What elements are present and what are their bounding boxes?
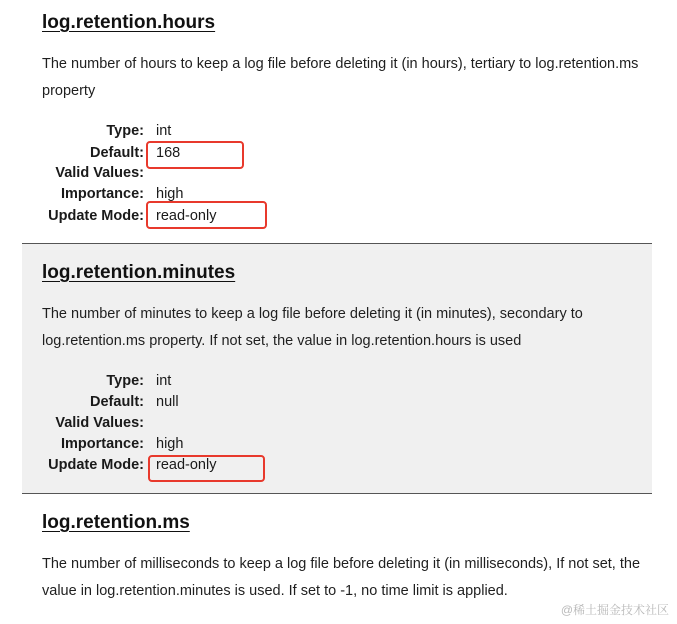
property-type bbox=[22, 371, 422, 392]
property-label: Valid Values: bbox=[55, 165, 144, 181]
property-value: read-only bbox=[156, 208, 217, 224]
property-label: Valid Values: bbox=[55, 415, 144, 431]
property-label: Update Mode: bbox=[48, 208, 144, 224]
property-value: high bbox=[156, 436, 184, 452]
property-type bbox=[22, 121, 422, 142]
property-value: int bbox=[156, 123, 172, 139]
section-title[interactable]: log.retention.ms bbox=[42, 512, 190, 533]
property-value: high bbox=[156, 186, 184, 202]
section-title[interactable]: log.retention.minutes bbox=[42, 262, 236, 283]
watermark: @稀土掘金技术社区 bbox=[560, 603, 669, 617]
property-importance bbox=[22, 434, 422, 455]
property-label: Default: bbox=[90, 394, 144, 410]
config-section-log-retention-hours bbox=[22, 0, 652, 243]
property-label: Type: bbox=[106, 373, 144, 389]
section-title[interactable]: log.retention.hours bbox=[42, 12, 216, 33]
property-valid-values bbox=[22, 413, 422, 434]
highlight-box-update-mode bbox=[146, 201, 267, 229]
property-label: Type: bbox=[106, 123, 144, 139]
section-description: The number of minutes to keep a log file before deleting it (in minutes), secondary to log.retention.ms property. If not set, the value in log.retention.hours is used bbox=[42, 306, 583, 349]
property-label: Default: bbox=[90, 145, 144, 161]
property-label: Update Mode: bbox=[48, 457, 144, 473]
property-default bbox=[22, 392, 422, 413]
property-value: read-only bbox=[156, 457, 217, 473]
config-section-log-retention-minutes bbox=[22, 244, 652, 493]
property-value: int bbox=[156, 373, 172, 389]
highlight-box-default-value bbox=[146, 141, 244, 169]
highlight-box-update-mode bbox=[148, 455, 265, 482]
property-label: Importance: bbox=[61, 186, 144, 202]
section-description: The number of milliseconds to keep a log file before deleting it (in milliseconds), If not set, the value in log.retention.minutes is used. If set to -1, no time limit is applied. bbox=[42, 556, 641, 599]
section-description: The number of hours to keep a log file before deleting it (in hours), tertiary to log.retention.ms property bbox=[42, 56, 639, 99]
config-section-log-retention-ms bbox=[22, 494, 652, 624]
property-label: Importance: bbox=[61, 436, 144, 452]
property-value: null bbox=[156, 394, 179, 410]
property-value: 168 bbox=[156, 145, 181, 161]
